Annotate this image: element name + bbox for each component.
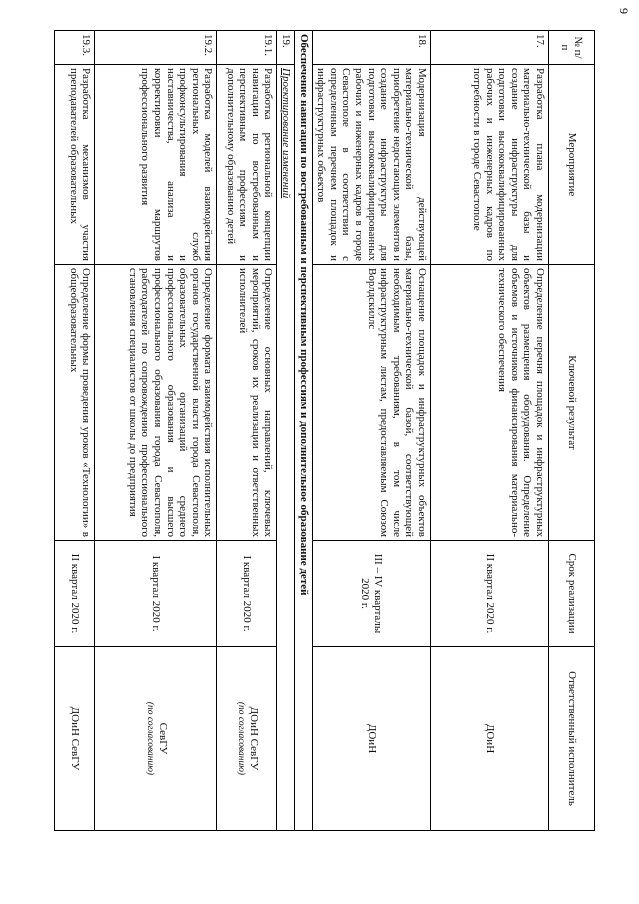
row-responsible <box>431 647 549 831</box>
row-event: Разработка механизмов участия преподавателей образовательных <box>55 65 95 265</box>
table-header-row <box>549 31 595 831</box>
row-event: Разработка плана модернизации материально-технической базы и создание инфраструктуры для подготовки высококвалифицированных рабочих и инженерных кадров по потребности в городе Севастополе <box>431 65 549 265</box>
section-title: Обеспечение навигации по востребованным и перспективным профессиям и дополнительное образование детей <box>295 31 313 831</box>
responsible-name: СевГУ <box>156 722 169 755</box>
row-term: III – IV кварталы 2020 г. <box>312 541 430 647</box>
row-responsible <box>312 647 430 831</box>
row-result: Определение формы проведения уроков «Технологии» в общеобразовательных <box>55 265 95 541</box>
header-event: Мероприятие <box>549 65 595 265</box>
responsible-name: ДОиН СевГУ <box>247 706 260 771</box>
row-responsible <box>217 647 277 831</box>
row-num: 19.2. <box>95 31 217 65</box>
table-row <box>312 31 430 831</box>
row-term: I квартал 2020 г. <box>217 541 277 647</box>
row-result: Оснащение площадок и инфраструктурных объектов материально-технической базой, соответствующей необходимым требованиям, в том числе инфраструктурным листам, предоставляемым Союзом Ворлдскиллс <box>312 265 430 541</box>
header-num: № п/п <box>549 31 595 65</box>
row-event: Разработка моделей взаимодействия региональных служб профконсультирования и наставничества, анализа и корректировки маршрутов профессионального развития <box>95 65 217 265</box>
header-responsible: Ответственный исполнитель <box>549 647 595 831</box>
page-number: 9 <box>617 8 631 14</box>
responsible-note: (по согласованию) <box>235 701 246 776</box>
table-row <box>55 31 95 831</box>
subsection-num: 19. <box>277 31 295 65</box>
subsection-title: Проектирование изменений <box>277 65 295 831</box>
table-row <box>217 31 277 831</box>
subsection-row <box>277 31 295 831</box>
row-result: Определение формата взаимодействия исполнительных органов государственной власти города Севастополя, образовательных организаций среднего профессионального образования и высшего профессионального образования города Севастополя, работодателей по сопровождению профессионального становления специалистов от школы до предприятия <box>95 265 217 541</box>
row-num: 18. <box>312 31 430 65</box>
row-term: II квартал 2020 г. <box>55 541 95 647</box>
responsible-name: ДОиН СевГУ <box>69 706 82 771</box>
row-responsible <box>55 647 95 831</box>
row-num: 19.1. <box>217 31 277 65</box>
header-result: Ключевой результат <box>549 265 595 541</box>
row-event: Разработка региональной концепции навигации по востребованным и перспективным профессиям и дополнительному образованию детей <box>217 65 277 265</box>
row-term: I квартал 2020 г. <box>95 541 217 647</box>
plan-table <box>54 30 595 831</box>
section-row <box>295 31 313 831</box>
responsible-name: ДОиН <box>365 723 378 754</box>
table-row <box>431 31 549 831</box>
table-row <box>95 31 217 831</box>
row-result: Определение основных направлений, ключевых мероприятий, сроков их реализации и ответственных исполнителей <box>217 265 277 541</box>
row-result: Определение перечня площадок и инфраструктурных объектов размещения оборудования. Определение объемов и источников финансирования материально-технического обеспечения <box>431 265 549 541</box>
row-responsible <box>95 647 217 831</box>
responsible-note: (по согласованию) <box>144 701 155 776</box>
row-event: Модернизация действующей материально-технической базы, приобретение недостающих элементов и создание инфраструктуры для подготовки высококвалифицированных рабочих и инженерных кадров в городе Севастополе в соответствии с определенным перечнем площадок и инфраструктурных объектов <box>312 65 430 265</box>
header-term: Срок реализации <box>549 541 595 647</box>
row-num: 17. <box>431 31 549 65</box>
row-term: II квартал 2020 г. <box>431 541 549 647</box>
row-num: 19.3. <box>55 31 95 65</box>
responsible-name: ДОиН <box>483 723 496 754</box>
